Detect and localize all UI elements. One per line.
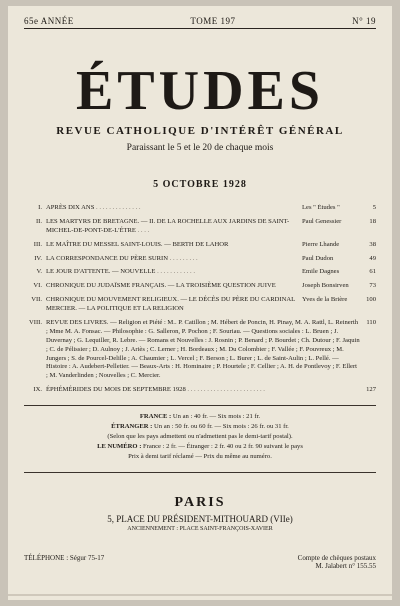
page-edge [8, 594, 392, 596]
issue-date: 5 OCTOBRE 1928 [153, 179, 247, 190]
publication-frequency: Paraissant le 5 et le 20 de chaque mois [126, 143, 274, 153]
phone-number: TÉLÉPHONE : Ségur 75-17 [24, 553, 105, 562]
year-label: 65e ANNÉE [24, 16, 74, 26]
subscription-info: FRANCE : Un an : 40 fr. — Six mois : 21 fr. ÉTRANGER : Un an : 50 fr. ou 60 fr. — Six mois : 26 fr. ou 31 fr. (Selon que les pays admettent ou n'admettent pas le demi-tarif postal). LE NUMÉRO : France : 2 fr. — Étranger : 2 fr. 40 ou 2 fr. 90 suivant le pays Prix à demi tarif réclamé — Prix du même au numéro. [97, 413, 303, 460]
publisher-address: 5, PLACE DU PRÉSIDENT-MITHOUARD (VIIe) [107, 513, 293, 524]
journal-title: ÉTUDES [75, 60, 325, 122]
toc-entry[interactable]: VI. CHRONIQUE DU JUDAÏSME FRANÇAIS. — LA TROISIÈME QUESTION JUIVE Joseph Bonsirven 73 [33, 282, 376, 290]
table-of-contents [24, 204, 376, 395]
journal-cover [8, 6, 392, 600]
cheques-account: M. Jalabert n° 155.55 [315, 561, 376, 570]
former-address: ANCIENNEMENT : PLACE SAINT-FRANÇOIS-XAVIER [127, 525, 273, 532]
journal-subtitle: REVUE CATHOLIQUE D'INTÉRÊT GÉNÉRAL [56, 125, 344, 137]
toc-entry-ephemerides[interactable]: IX. ÉPHÉMÉRIDES DU MOIS DE SEPTEMBRE 1928 . . . . . . . . . . . . . . . . . . . . . . . . 127 [33, 386, 376, 394]
issue-number: N° 19 [352, 16, 376, 26]
toc-entry[interactable]: II. LES MARTYRS DE BRETAGNE. — II. DE LA ROCHELLE AUX JARDINS DE SAINT-MICHEL-DE-PONT-DE-L'ÉTRE . . . . Paul Genessier 18 [35, 217, 376, 234]
footer [24, 554, 376, 570]
toc-entry[interactable]: I. APRÈS DIX ANS . . . . . . . . . . . . . . Les " Études " 5 [38, 204, 376, 211]
tome-label: TOME 197 [190, 16, 236, 26]
toc-entry-reviews[interactable]: VIII. REVUE DES LIVRES. — Religion et Piété : M.. P. Catillon ; M. Hébert de Poncin, H. Pinay, M. A. Rattl, L. Reinerth ; Mme M. A. Fonsac. — Philosophie : G. Salleron, P. Pochon ; F. Souriau. — Questions sociales : L. Bruen ; J. Duvernay ; G. Lequiller, R. Lebre. — Romans et Nouvelles : J. Rosnin ; P. Benard ; P. Bourdet ; Ch. Dutour ; F. Jaquin ; C. de Pélissier ; D. Aulnoy ; J. Ariès ; C. Lerner ; H. Bordeaux ; M. Du Colombier ; F. Vallée ; F. Pouvreux ; M. Jungers ; S. de Pourcel-Delille ; A. Chaumier ; L. Vercel ; F. Berson ; L. Burer ; L. de Saint-Aulin ; L. Pellé. — Histoire : A. Audebert-Pelletier. — Beaux-Arts : H. Hominaire ; P. Hourtele ; F. Cellier ; A. H. de Pontlevoy ; F. Ellert ; M. Vanderlinden ; Nouvelles ; C. Mercier. 110 [29, 319, 376, 380]
publisher-city: PARIS [174, 494, 226, 510]
divider [24, 405, 376, 406]
toc-entry[interactable]: V. LE JOUR D'ATTENTE. — NOUVELLE . . . . . . . . . . . . Emile Dagnes 61 [36, 268, 376, 276]
header-line [24, 16, 376, 29]
toc-entry[interactable]: III. LE MAÎTRE DU MESSEL SAINT-LOUIS. — BERTH DE LAHOR Pierre Lhande 38 [33, 240, 376, 248]
toc-entry[interactable]: IV. LA CORRESPONDANCE DU PÈRE SURIN . . . . . . . . . Paul Dudon 49 [34, 254, 376, 262]
toc-entry[interactable]: VII. CHRONIQUE DU MOUVEMENT RELIGIEUX. — LE DÉCÈS DU PÈRE DU CARDINAL MERCIER. — LA POLITIQUE ET LA RELIGION Yves de la Brière 100 [31, 296, 376, 313]
cheques-label: Compte de chèques postaux [297, 553, 376, 562]
divider [24, 472, 376, 473]
